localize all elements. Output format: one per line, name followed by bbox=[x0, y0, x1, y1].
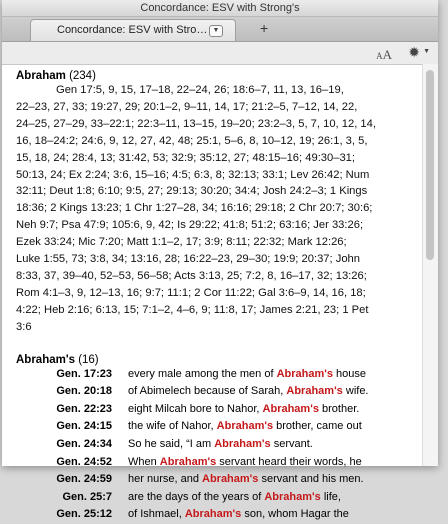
font-size-control[interactable] bbox=[376, 46, 392, 64]
context-row[interactable] bbox=[16, 471, 422, 489]
vertical-scrollbar[interactable] bbox=[422, 64, 438, 466]
highlighted-term: Abraham's bbox=[184, 508, 242, 521]
verse-reference[interactable]: Gen. 24:34 bbox=[56, 437, 112, 450]
verse-context bbox=[128, 383, 369, 401]
context-after: servant. bbox=[270, 437, 313, 450]
context-after: life, bbox=[320, 490, 341, 503]
context-before: of Abimelech because of Sarah, bbox=[128, 385, 287, 398]
context-after: servant and his men. bbox=[258, 473, 364, 486]
tab-concordance[interactable] bbox=[30, 19, 236, 41]
font-larger-icon[interactable]: A bbox=[382, 47, 392, 62]
reference-line[interactable]: 4:22; Heb 2:16; 6:13, 15; 7:1–2, 4–6, 9; 11:8, 17; James 2:21, 23; 1 Pet bbox=[16, 303, 369, 316]
verse-reference[interactable]: Gen. 24:59 bbox=[56, 473, 112, 486]
entry-count: (16) bbox=[78, 353, 99, 366]
scrollbar-thumb[interactable] bbox=[426, 70, 434, 260]
entry-heading-abrahams bbox=[16, 354, 422, 366]
context-after: brother, came out bbox=[273, 420, 362, 433]
new-tab-plus-icon[interactable]: + bbox=[260, 20, 269, 36]
reference-line[interactable]: 18:36; 2 Kings 13:23; 1 Chr 1:27–28, 34; 16:16; 29:18; 2 Chr 20:7; 30:6; bbox=[16, 202, 373, 215]
gear-chevron-down-icon[interactable]: ▼ bbox=[423, 48, 430, 55]
reference-line[interactable]: 15, 18, 24; 28:4, 13; 31:42, 53; 32:9; 35:12, 27; 48:15–16; 49:30–31; bbox=[16, 151, 356, 164]
reference-line[interactable]: 8:33, 37, 39–40, 52–53, 56–58; Acts 3:13, 25; 7:2, 8, 16–17, 32; 13:26; bbox=[16, 269, 367, 282]
verse-context bbox=[128, 436, 313, 454]
reference-line[interactable]: Ezek 33:24; Mic 7:20; Matt 1:1–2, 17; 3:9; 8:11; 22:32; Mark 12:26; bbox=[16, 236, 347, 249]
reference-line[interactable]: 16, 18–24:2; 24:6, 9, 12, 27, 42, 48; 25:1, 5–6, 8, 10–12, 19; 26:1, 3, 5, bbox=[16, 134, 368, 147]
entry-heading-abraham bbox=[16, 70, 422, 82]
context-row[interactable] bbox=[16, 401, 422, 419]
entry-word: Abraham bbox=[16, 70, 66, 82]
reference-line[interactable]: Neh 9:7; Psa 47:9; 105:6, 9, 42; Is 29:22; 41:8; 51:2; 63:16; Jer 33:26; bbox=[16, 219, 364, 232]
context-row[interactable] bbox=[16, 383, 422, 401]
context-before: So he said, “I am bbox=[128, 437, 215, 450]
context-row[interactable] bbox=[16, 366, 422, 384]
reference-line[interactable]: Rom 4:1–3, 9, 12–13, 16; 9:7; 11:1; 2 Cor 11:22; Gal 3:6–9, 14, 16, 18; bbox=[16, 286, 366, 299]
verse-reference[interactable]: Gen. 24:15 bbox=[56, 420, 112, 433]
verse-reference[interactable]: Gen. 22:23 bbox=[56, 402, 112, 415]
context-row[interactable] bbox=[16, 506, 422, 524]
verse-context bbox=[128, 489, 341, 507]
entry-count: (234) bbox=[69, 70, 96, 82]
highlighted-term: Abraham's bbox=[286, 385, 343, 398]
tab-menu-chevron-icon[interactable]: ▼ bbox=[209, 25, 223, 37]
verse-context bbox=[128, 471, 364, 489]
highlighted-term: Abraham's bbox=[264, 490, 321, 503]
verse-context bbox=[128, 418, 362, 436]
verse-reference[interactable]: Gen. 20:18 bbox=[56, 385, 112, 398]
highlighted-term: Abraham's bbox=[276, 367, 333, 380]
verse-context bbox=[128, 506, 349, 524]
tab-bar bbox=[2, 17, 438, 42]
concordance-window bbox=[2, 0, 438, 521]
context-after: house bbox=[333, 367, 367, 380]
context-before: of Ishmael, bbox=[128, 508, 185, 521]
context-before: her nurse, and bbox=[128, 473, 202, 486]
gear-icon[interactable]: ✹ bbox=[408, 44, 420, 60]
context-before: When bbox=[128, 455, 160, 468]
reference-line[interactable]: 24–25, 27–29, 33–22:1; 22:3–11, 13–15, 19–20; 23:2–3, 5, 7, 10, 12, 14, bbox=[16, 117, 376, 130]
context-after: son, whom Hagar the bbox=[241, 508, 349, 521]
reference-line[interactable]: 32:11; Deut 1:8; 6:10; 9:5, 27; 29:13; 30:20; 34:4; Josh 24:2–3; 1 Kings bbox=[16, 185, 368, 198]
highlighted-term: Abraham's bbox=[262, 402, 319, 415]
context-row[interactable] bbox=[16, 436, 422, 454]
context-after: brother. bbox=[318, 402, 360, 415]
reference-list bbox=[16, 82, 422, 336]
highlighted-term: Abraham's bbox=[202, 473, 259, 486]
verse-reference[interactable]: Gen. 25:7 bbox=[62, 490, 112, 503]
context-after: servant heard their words, he bbox=[216, 455, 362, 468]
highlighted-term: Abraham's bbox=[214, 437, 271, 450]
verse-reference[interactable]: Gen. 25:12 bbox=[56, 508, 112, 521]
tab-label: Concordance: ESV with Stro… bbox=[57, 24, 208, 36]
verse-reference[interactable]: Gen. 17:23 bbox=[56, 367, 112, 380]
reference-line[interactable]: 22–23, 27, 33; 19:27, 29; 20:1–2, 9–11, 14, 17; 21:2–5, 7–12, 14, 22, bbox=[16, 100, 358, 113]
window-title: Concordance: ESV with Strong's bbox=[2, 0, 438, 17]
reference-line[interactable]: Luke 1:55, 73; 3:8, 34; 13:16, 28; 16:22–23, 29–30; 19:9; 20:37; John bbox=[16, 253, 360, 266]
verse-reference[interactable]: Gen. 24:52 bbox=[56, 455, 112, 468]
context-after: wife. bbox=[342, 385, 369, 398]
context-before: every male among the men of bbox=[128, 367, 277, 380]
font-smaller-icon[interactable]: A bbox=[376, 51, 383, 61]
concordance-content bbox=[2, 64, 422, 521]
verse-context bbox=[128, 454, 362, 472]
toolbar bbox=[2, 42, 438, 65]
context-before: are the days of the years of bbox=[128, 490, 265, 503]
entry-word: Abraham's bbox=[16, 353, 75, 366]
context-list bbox=[16, 366, 422, 524]
verse-context bbox=[128, 401, 359, 419]
context-row[interactable] bbox=[16, 418, 422, 436]
reference-line[interactable]: 50:13, 24; Ex 2:24; 3:6, 15–16; 4:5; 6:3, 8; 32:13; 33:1; Lev 26:42; Num bbox=[16, 168, 370, 181]
verse-context bbox=[128, 366, 366, 384]
reference-line[interactable]: 3:6 bbox=[16, 320, 32, 333]
context-before: eight Milcah bore to Nahor, bbox=[128, 402, 263, 415]
context-row[interactable] bbox=[16, 454, 422, 472]
context-row[interactable] bbox=[16, 489, 422, 507]
highlighted-term: Abraham's bbox=[216, 420, 274, 433]
highlighted-term: Abraham's bbox=[159, 455, 217, 468]
context-before: the wife of Nahor, bbox=[128, 420, 217, 433]
reference-line[interactable]: Gen 17:5, 9, 15, 17–18, 22–24, 26; 18:6–7, 11, 13, 16–19, bbox=[56, 84, 344, 96]
